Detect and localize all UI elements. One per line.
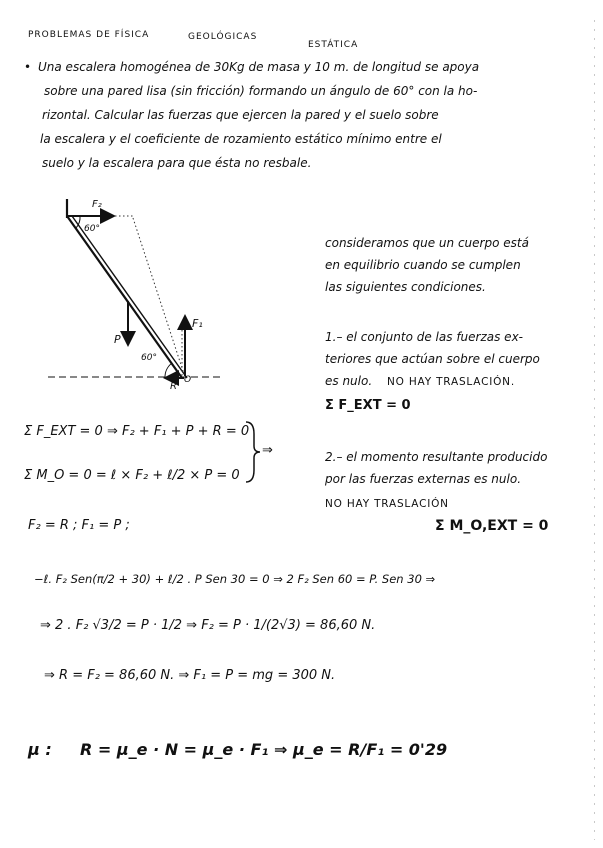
condition-1-line: 1.– el conjunto de las fuerzas ex-	[325, 330, 523, 344]
header-topic: ESTÁTICA	[308, 40, 359, 50]
header-course: PROBLEMAS DE FÍSICA	[28, 30, 150, 40]
condition-1-line: teriores que actúan sobre el cuerpo	[325, 352, 540, 366]
problem-line: rizontal. Calcular las fuerzas que ejercen la pared y el suelo sobre	[42, 108, 439, 122]
brace-implies: ⇒	[262, 443, 273, 458]
diagram-angle-top: 60°	[84, 224, 100, 234]
problem-line: suelo y la escalera para que ésta no resbale.	[42, 156, 312, 170]
force-polygon-dotted	[133, 218, 184, 374]
conditions-intro-line: consideramos que un cuerpo está	[325, 236, 529, 250]
equation-sum-forces: Σ F_EXT = 0 ⇒ F₂ + F₁ + P + R = 0	[24, 424, 250, 439]
conditions-intro-line: en equilibrio cuando se cumplen	[325, 258, 521, 272]
ladder	[67, 216, 187, 378]
condition-1-equation: Σ F_EXT = 0	[325, 398, 411, 413]
problem-line: sobre una pared lisa (sin fricción) formando un ángulo de 60° con la ho-	[44, 84, 478, 98]
equation-moment-expansion: −ℓ. F₂ Sen(π/2 + 30) + ℓ/2 . P Sen 30 = 0 ⇒ 2 F₂ Sen 60 = P. Sen 30 ⇒	[34, 572, 436, 586]
equation-R-F1-result: ⇒ R = F₂ = 86,60 N. ⇒ F₁ = P = mg = 300 N.	[44, 668, 336, 683]
equation-sum-moments: Σ M_O = 0 = ℓ × F₂ + ℓ/2 × P = 0	[24, 468, 240, 483]
equation-mu-result: R = μ_e · N = μ_e · F₁ ⇒ μ_e = R/F₁ = 0'29	[80, 740, 448, 759]
equation-mu-label: μ :	[28, 740, 52, 759]
condition-2-caps: NO HAY TRASLACIÓN	[325, 498, 449, 510]
condition-2-line: 2.– el momento resultante producido	[325, 450, 548, 464]
diagram-label-R: R	[170, 381, 177, 392]
equation-equalities: F₂ = R ; F₁ = P ;	[28, 518, 130, 533]
diagram-angle-bottom: 60°	[141, 353, 157, 363]
angle-arc-bottom	[165, 363, 172, 378]
condition-1-caps: NO HAY TRASLACIÓN.	[387, 376, 515, 388]
diagram-label-O: O	[184, 375, 192, 385]
diagram-label-F1: F₁	[192, 317, 203, 330]
problem-line: la escalera y el coeficiente de rozamiento estático mínimo entre el	[40, 132, 442, 146]
condition-1-line: es nulo.	[325, 374, 373, 388]
conditions-intro-line: las siguientes condiciones.	[325, 280, 486, 294]
problem-bullet: •	[24, 60, 32, 74]
problem-line: Una escalera homogénea de 30Kg de masa y 10 m. de longitud se apoya	[38, 60, 480, 74]
brace	[244, 420, 264, 484]
condition-2-line: por las fuerzas externas es nulo.	[325, 472, 522, 486]
equation-F2-result: ⇒ 2 . F₂ √3/2 = P · 1/2 ⇒ F₂ = P · 1/(2√3) = 86,60 N.	[40, 618, 376, 633]
diagram-label-F2: F₂	[92, 199, 102, 210]
diagram-label-P: P	[114, 333, 121, 346]
condition-2-equation: Σ M_O,EXT = 0	[435, 518, 549, 534]
header-subject: GEOLÓGICAS	[188, 32, 258, 42]
